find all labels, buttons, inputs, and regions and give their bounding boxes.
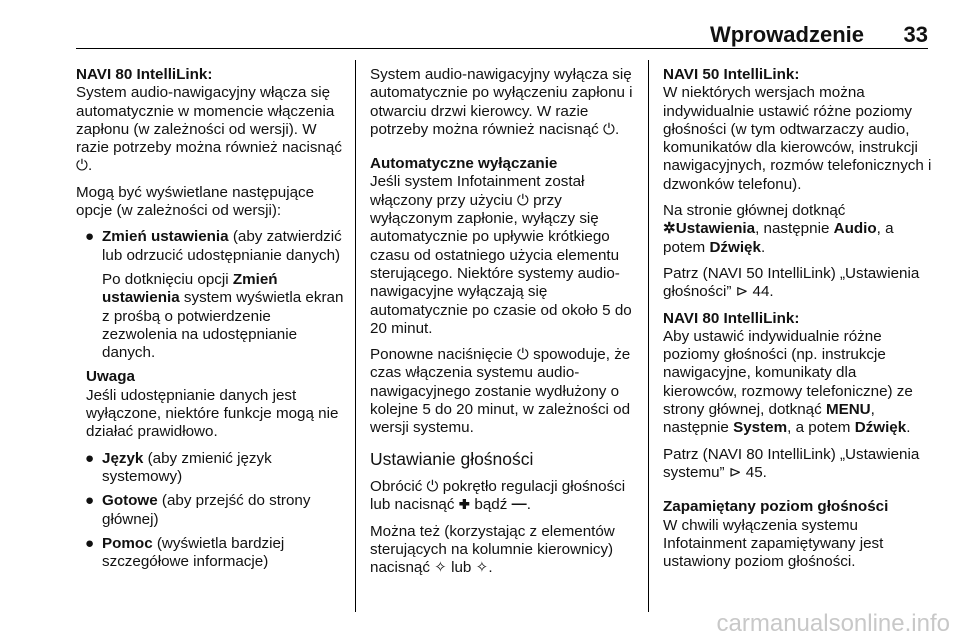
- text: .: [760, 238, 766, 256]
- heading-auto-off: Automatyczne wyłączanie: [370, 155, 558, 173]
- text: , a potem: [663, 220, 894, 256]
- menu-name: System: [733, 419, 788, 437]
- paragraph: Mogą być wyświetlane następujące opcje (w zależności od wersji):: [76, 183, 315, 220]
- column-2: [370, 66, 638, 585]
- option-desc: (wyświetla bardziej szczegółowe informacje): [102, 534, 285, 571]
- header-rule: [76, 48, 928, 49]
- menu-name: Dźwięk: [709, 238, 761, 256]
- paragraph: System audio-nawigacyjny wyłącza się automatycznie po wyłączeniu zapłonu i otwarciu drzwi kierowcy. W razie potrzeby można również nacisnąć ⏻.: [370, 66, 633, 138]
- list-item: [76, 450, 344, 487]
- text: Na stronie głównej dotknąć: [663, 202, 846, 220]
- note-text: Jeśli udostępnianie danych jest wyłączone, niektóre funkcje mogą nie działać prawidłowo.: [86, 386, 339, 441]
- option-desc: (aby przejść do strony głównej): [102, 492, 311, 528]
- text: , następnie: [755, 220, 834, 238]
- list-item-detail: [76, 271, 344, 362]
- paragraph: System audio-nawigacyjny włącza się automatycznie w momencie włączenia zapłonu (w zależności od wersji). W razie potrzeby można również nacisnąć ⏻.: [76, 84, 342, 175]
- text: .: [906, 419, 911, 437]
- list-item: [76, 228, 344, 265]
- option-name: Pomoc: [102, 534, 153, 552]
- paragraph: Patrz (NAVI 50 IntelliLink) „Ustawienia głośności” ⊳ 44.: [663, 264, 920, 301]
- option-name: Zmień ustawienia: [102, 270, 278, 307]
- paragraph: Ponowne naciśnięcie ⏻ spowoduje, że czas włączenia systemu audio-nawigacyjnego zostanie wydłużony o kolejne 5 do 20 minut, w zależności od wersji systemu.: [370, 346, 631, 437]
- text: , następnie: [663, 401, 875, 437]
- option-name: Język: [102, 449, 144, 467]
- paragraph: Można też (korzystając z elementów sterujących na kolumnie kierownicy) nacisnąć ✧ lub ✧.: [370, 522, 615, 577]
- bullet-icon: ●: [85, 534, 95, 552]
- option-name: Zmień ustawienia: [102, 228, 229, 246]
- text: Aby ustawić indywidualnie różne poziomy głośności (np. instrukcje nawigacyjne, komunikaty dla kierowców, rozmowy telefoniczne) ze strony głównej, dotknąć: [663, 327, 913, 419]
- chapter-title: Wprowadzenie: [709, 22, 864, 47]
- menu-name: Dźwięk: [854, 419, 907, 437]
- menu-name: Audio: [833, 220, 877, 238]
- paragraph: [663, 328, 933, 438]
- column-divider-2: [648, 60, 649, 612]
- list-item: [76, 535, 344, 572]
- watermark: carmanualsonline.info: [716, 610, 950, 637]
- option-desc: (aby zmienić język systemowy): [102, 449, 272, 485]
- bullet-icon: ●: [85, 228, 95, 246]
- menu-name: MENU: [825, 401, 871, 419]
- heading-navi50: NAVI 50 IntelliLink:: [663, 66, 800, 83]
- column-1: [76, 66, 344, 577]
- paragraph: Patrz (NAVI 80 IntelliLink) „Ustawienia systemu” ⊳ 45.: [663, 445, 920, 481]
- text: Po dotknięciu opcji: [102, 270, 233, 288]
- heading-navi80: NAVI 80 IntelliLink:: [663, 309, 800, 327]
- page-header: [76, 0, 928, 46]
- settings-gear-icon: ✲: [663, 220, 676, 238]
- text: system wyświetla ekran z prośbą o potwierdzenie zezwolenia na udostępnianie danych.: [102, 289, 344, 362]
- paragraph: [663, 202, 933, 257]
- text: , a potem: [787, 419, 855, 437]
- paragraph: Obrócić ⏻ pokrętło regulacji głośności lub nacisnąć ✚ bądź ━.: [370, 477, 626, 514]
- option-name: Gotowe: [102, 492, 158, 510]
- option-desc: (aby zatwierdzić lub odrzucić udostępnianie danych): [102, 228, 342, 264]
- heading-navi80: NAVI 80 IntelliLink:: [76, 66, 213, 83]
- paragraph: W chwili wyłączenia systemu Infotainment zapamiętywany jest ustawiony poziom głośności.: [663, 516, 884, 571]
- column-3: [663, 66, 933, 579]
- heading-saved-volume: Zapamiętany poziom głośności: [663, 498, 889, 516]
- paragraph: W niektórych wersjach można indywidualnie ustawić różne poziomy głośności (w tym odtwarzaczy audio, komunikatów dla kierowców, instrukcji nawigacyjnych, rozmów telefonicznych i dzwonków telefonu).: [663, 84, 932, 193]
- bullet-icon: ●: [85, 449, 95, 467]
- column-divider-1: [355, 60, 356, 612]
- list-item: [76, 492, 344, 529]
- bullet-icon: ●: [85, 492, 95, 510]
- paragraph: Jeśli system Infotainment został włączony przy użyciu ⏻ przy wyłączonym zapłonie, wyłączy się automatycznie po upływie krótkiego czasu od ostatniego użycia elementu sterującego. Niektóre systemy audio-nawigacyjne wyłączają się automatycznie po czasie od około 5 do 20 minut.: [370, 173, 632, 337]
- page-number: 33: [903, 22, 928, 47]
- note-box: [76, 368, 344, 441]
- section-heading-volume: Ustawianie głośności: [370, 448, 534, 469]
- menu-name: Ustawienia: [675, 220, 756, 238]
- note-title: Uwaga: [86, 368, 135, 386]
